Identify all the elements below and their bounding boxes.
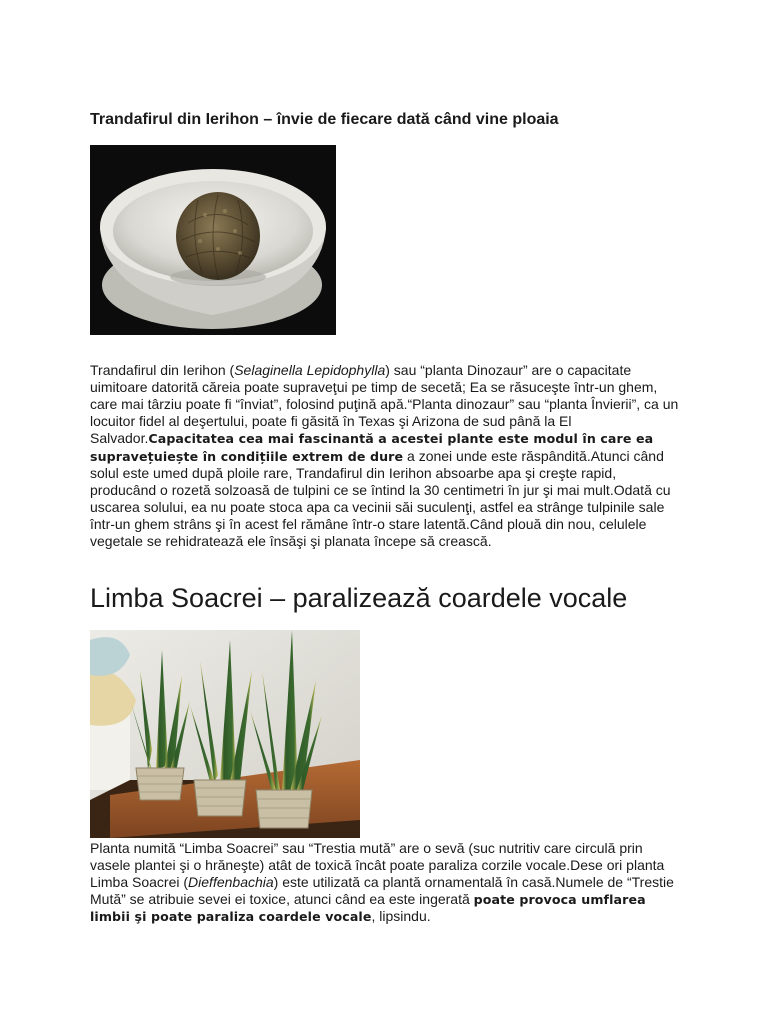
paragraph-snake-plant: Planta numită “Limba Soacrei” sau “Trestia mută” are o sevă (suc nutritiv care circulă prin vasele plantei şi o hrăneşte) atât de toxică încât poate paraliza corzile vocale.Dese ori planta Limba Soacrei (Dieffenbachia) este utilizată ca plantă ornamentală în casă.Numele de “Trestie Mută” se atribuie sevei ei toxice, atunci când ea este ingerată poate provoca umflarea limbii şi poate paraliza coardele vocale, lipsindu. <box>90 840 674 924</box>
latin-name: Dieffenbachia <box>188 874 274 890</box>
paragraph-rose-of-jericho: Trandafirul din Ierihon (Selaginella Lepidophylla) sau “planta Dinozaur” are o capacitate uimitoare datorită căreia poate supraveţui pe timp de secetă; Ea se răsuceşte într-un ghem, care mai târziu poate fi “înviat”, folosind puţină apă.“Planta dinozaur” sau “planta Învierii”, ca un locuitor fidel al deşertului, poate fi găsită în Texas şi Arizona de sud până la El Salvador.Capacitatea cea mai fascinantă a acestei plante este modul în care ea supravețuiește în condițiile extrem de dure a zonei unde este răspândită.Atunci când solul este umed după ploile rare, Trandafirul din Ierihon absoarbe apa şi creşte rapid, producând o rozetă solzoasă de tulpini ce se întind la 30 centimetri în jur şi mai mult.Odată cu uscarea solului, ea nu poate stoca apa ca vecinii săi suculenţi, astfel ea strânge tulpinile sale într-un ghem strâns şi în acest fel rămâne într-o stare latentă.Când plouă din nou, celulele vegetale se rehidratează ele însăşi şi planata începe să crească. <box>90 362 679 550</box>
emphasis-text: Capacitatea cea mai fascinantă a acestei plante este modul în care ea supravețuiește în condițiile extrem de dure <box>90 430 654 464</box>
emphasis-text: poate provoca umflarea limbii şi poate paraliza coardele vocale <box>90 892 646 924</box>
latin-name: Selaginella Lepidophylla <box>234 362 386 378</box>
snake-plant-photo <box>90 630 360 838</box>
rose-of-jericho-photo <box>90 145 336 335</box>
section-heading-rose-of-jericho: Trandafirul din Ierihon – învie de fiecare dată când vine ploaia <box>90 111 559 128</box>
section-heading-snake-plant: Limba Soacrei – paralizează coardele vocale <box>90 583 628 613</box>
